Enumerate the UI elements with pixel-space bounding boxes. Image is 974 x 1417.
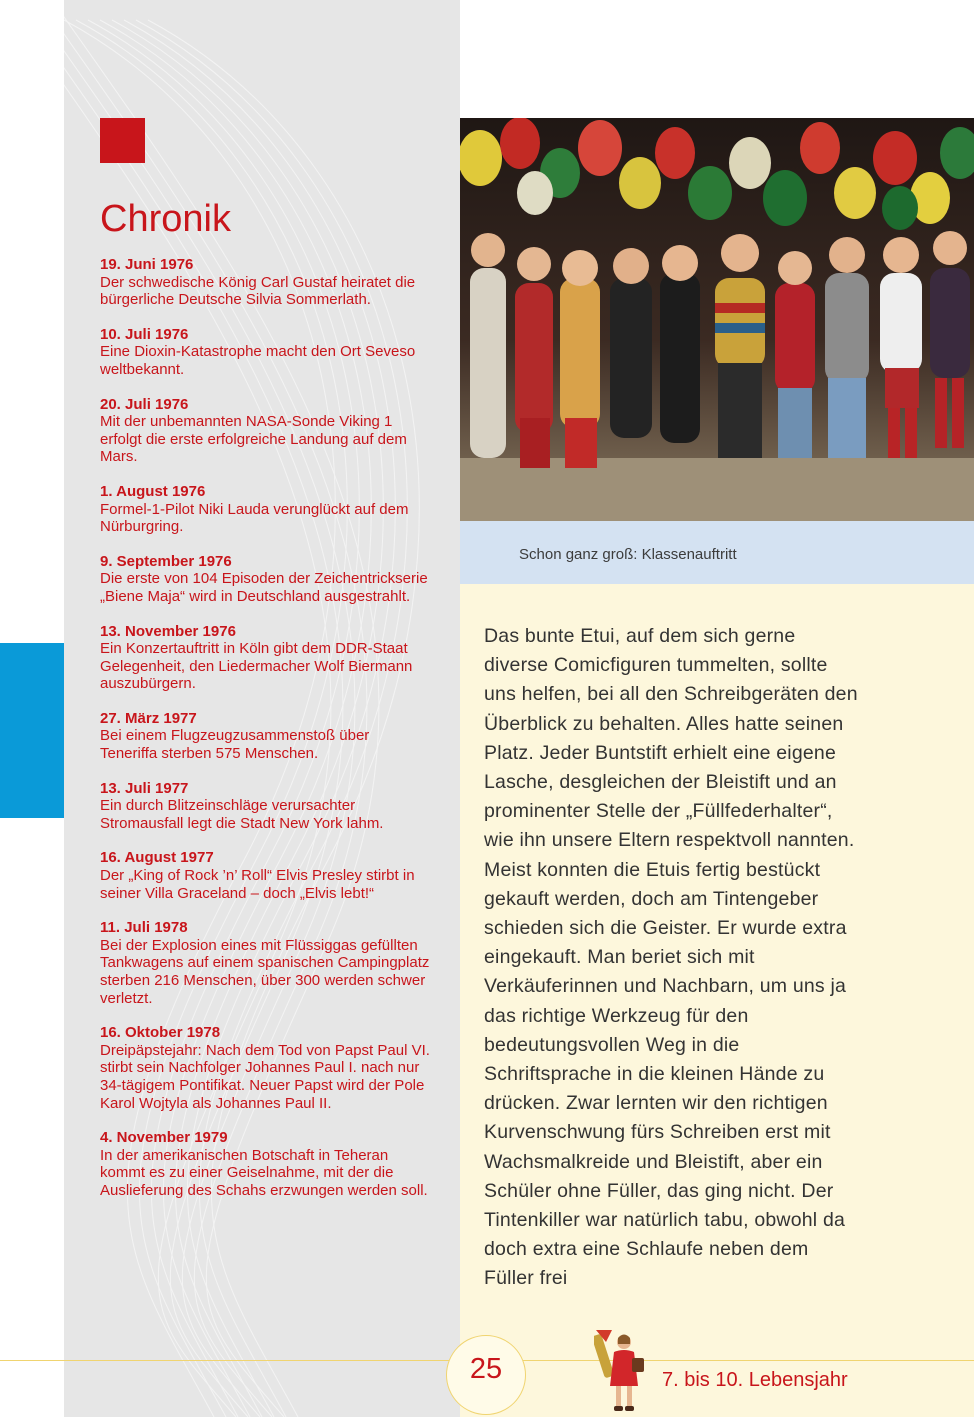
photo-illustration: [460, 118, 974, 521]
section-label: 7. bis 10. Lebensjahr: [662, 1369, 848, 1391]
entry-date: 20. Juli 1976: [100, 395, 189, 413]
chronik-entry: [100, 1024, 430, 1112]
entry-date: 19. Juni 1976: [100, 256, 194, 273]
page-number: 25: [469, 1353, 503, 1385]
entry-date: 1. August 1976: [100, 482, 206, 500]
photo-caption-bar: [460, 521, 974, 584]
chronik-entry: [100, 1129, 430, 1199]
entry-text: Mit der unbemannten NASA-Sonde Viking 1 erfolgt die erste erfolgreiche Landung auf dem Mars.: [100, 413, 407, 466]
chronik-entry: [100, 710, 430, 763]
entry-date: 13. Juli 1977: [100, 779, 189, 797]
entry-text: Ein durch Blitzeinschläge verursachter Stromausfall legt die Stadt New York lahm.: [100, 797, 384, 832]
entry-date: 9. September 1976: [100, 552, 232, 570]
chronik-entry: [100, 623, 430, 693]
schoolchild-figure-icon: [594, 1328, 650, 1414]
chronik-entry: [100, 256, 430, 309]
photo-caption: Schon ganz groß: Klassenauftritt: [519, 546, 737, 563]
entry-text: Eine Dioxin-Katastrophe macht den Ort Seveso weltbekannt.: [100, 343, 416, 378]
entry-text: Die erste von 104 Episoden der Zeichentrickserie „Biene Maja“ wird in Deutschland ausgestrahlt.: [100, 570, 428, 605]
class-performance-photo: [460, 118, 974, 521]
entry-date: 4. November 1979: [100, 1129, 228, 1147]
entry-text: Ein Konzertauftritt in Köln gibt dem DDR-Staat Gelegenheit, den Liedermacher Wolf Biermann auszubürgern.: [100, 640, 413, 693]
chronik-title: Chronik: [100, 198, 231, 240]
entry-date: 16. Oktober 1978: [100, 1024, 221, 1042]
red-square-marker: [100, 118, 145, 163]
blue-side-tab: [0, 643, 64, 818]
entry-text: Bei der Explosion eines mit Flüssiggas gefüllten Tankwagens auf einem spanischen Campingplatz sterben 216 Menschen, über 300 werden schwer verletzt.: [100, 936, 430, 1007]
entry-text: Der „King of Rock ’n’ Roll“ Elvis Presley stirbt in seiner Villa Graceland – doch „Elvis lebt!“: [100, 867, 415, 902]
chronik-entry: [100, 396, 430, 466]
chronik-entry: [100, 780, 430, 833]
chronik-entry: [100, 553, 430, 606]
entry-date: 11. Juli 1978: [100, 919, 188, 937]
chronik-entry: [100, 849, 430, 902]
entry-text: In der amerikanischen Botschaft in Teheran kommt es zu einer Geiselnahme, mit der die Auslieferung des Schahs erzwungen werden soll.: [100, 1146, 428, 1199]
entry-date: 16. August 1977: [100, 849, 214, 867]
chronik-entry: [100, 326, 430, 379]
entry-text: Formel-1-Pilot Niki Lauda verunglückt auf dem Nürburgring.: [100, 500, 409, 536]
entry-date: 10. Juli 1976: [100, 325, 189, 343]
entry-text: Dreipäpstejahr: Nach dem Tod von Papst Paul VI. stirbt sein Nachfolger Johannes Paul I. nach nur 34-tägigem Pontifikat. Neuer Papst wird der Pole Karol Wojtyla als Johannes Paul II.: [100, 1041, 430, 1112]
entry-text: Der schwedische König Carl Gustaf heiratet die bürgerliche Deutsche Silvia Sommerlath.: [100, 273, 416, 309]
entry-date: 13. November 1976: [100, 622, 236, 640]
body-text: Das bunte Etui, auf dem sich gerne diverse Comicfiguren tummelten, sollte uns helfen, bei all den Schreibgeräten den Überblick zu behalten. Alles hatte seinen Platz. Jeder Buntstift erhielt eine eigene Lasche, desgleichen der Bleistift und an prominenter Stelle der „Füllfederhalter“, wie ihn unsere Eltern respektvoll nannten. Meist konnten die Etuis fertig bestückt gekauft werden, doch am Tintengeber schieden sich die Geister. Er wurde extra eingekauft. Man beriet sich mit Verkäuferinnen und Nachbarn, um uns ja das richtige Werkzeug für den bedeutungsvollen Weg in die Schriftsprache in die kleinen Hände zu drücken. Zwar lernten wir den richtigen Kurvenschwung fürs Schreiben erst mit Wachsmalkreide und Bleistift, aber ein Schüler ohne Füller, das ging nicht. Der Tintenkiller war natürlich tabu, obwohl da doch extra eine Schlaufe neben dem Füller frei: [484, 625, 858, 1290]
entry-text: Bei einem Flugzeugzusammenstoß über Teneriffa sterben 575 Menschen.: [100, 727, 370, 763]
chronik-list: [100, 256, 430, 1217]
chronik-entry: [100, 919, 430, 1007]
chronik-entry: [100, 483, 430, 536]
entry-date: 27. März 1977: [100, 709, 197, 727]
